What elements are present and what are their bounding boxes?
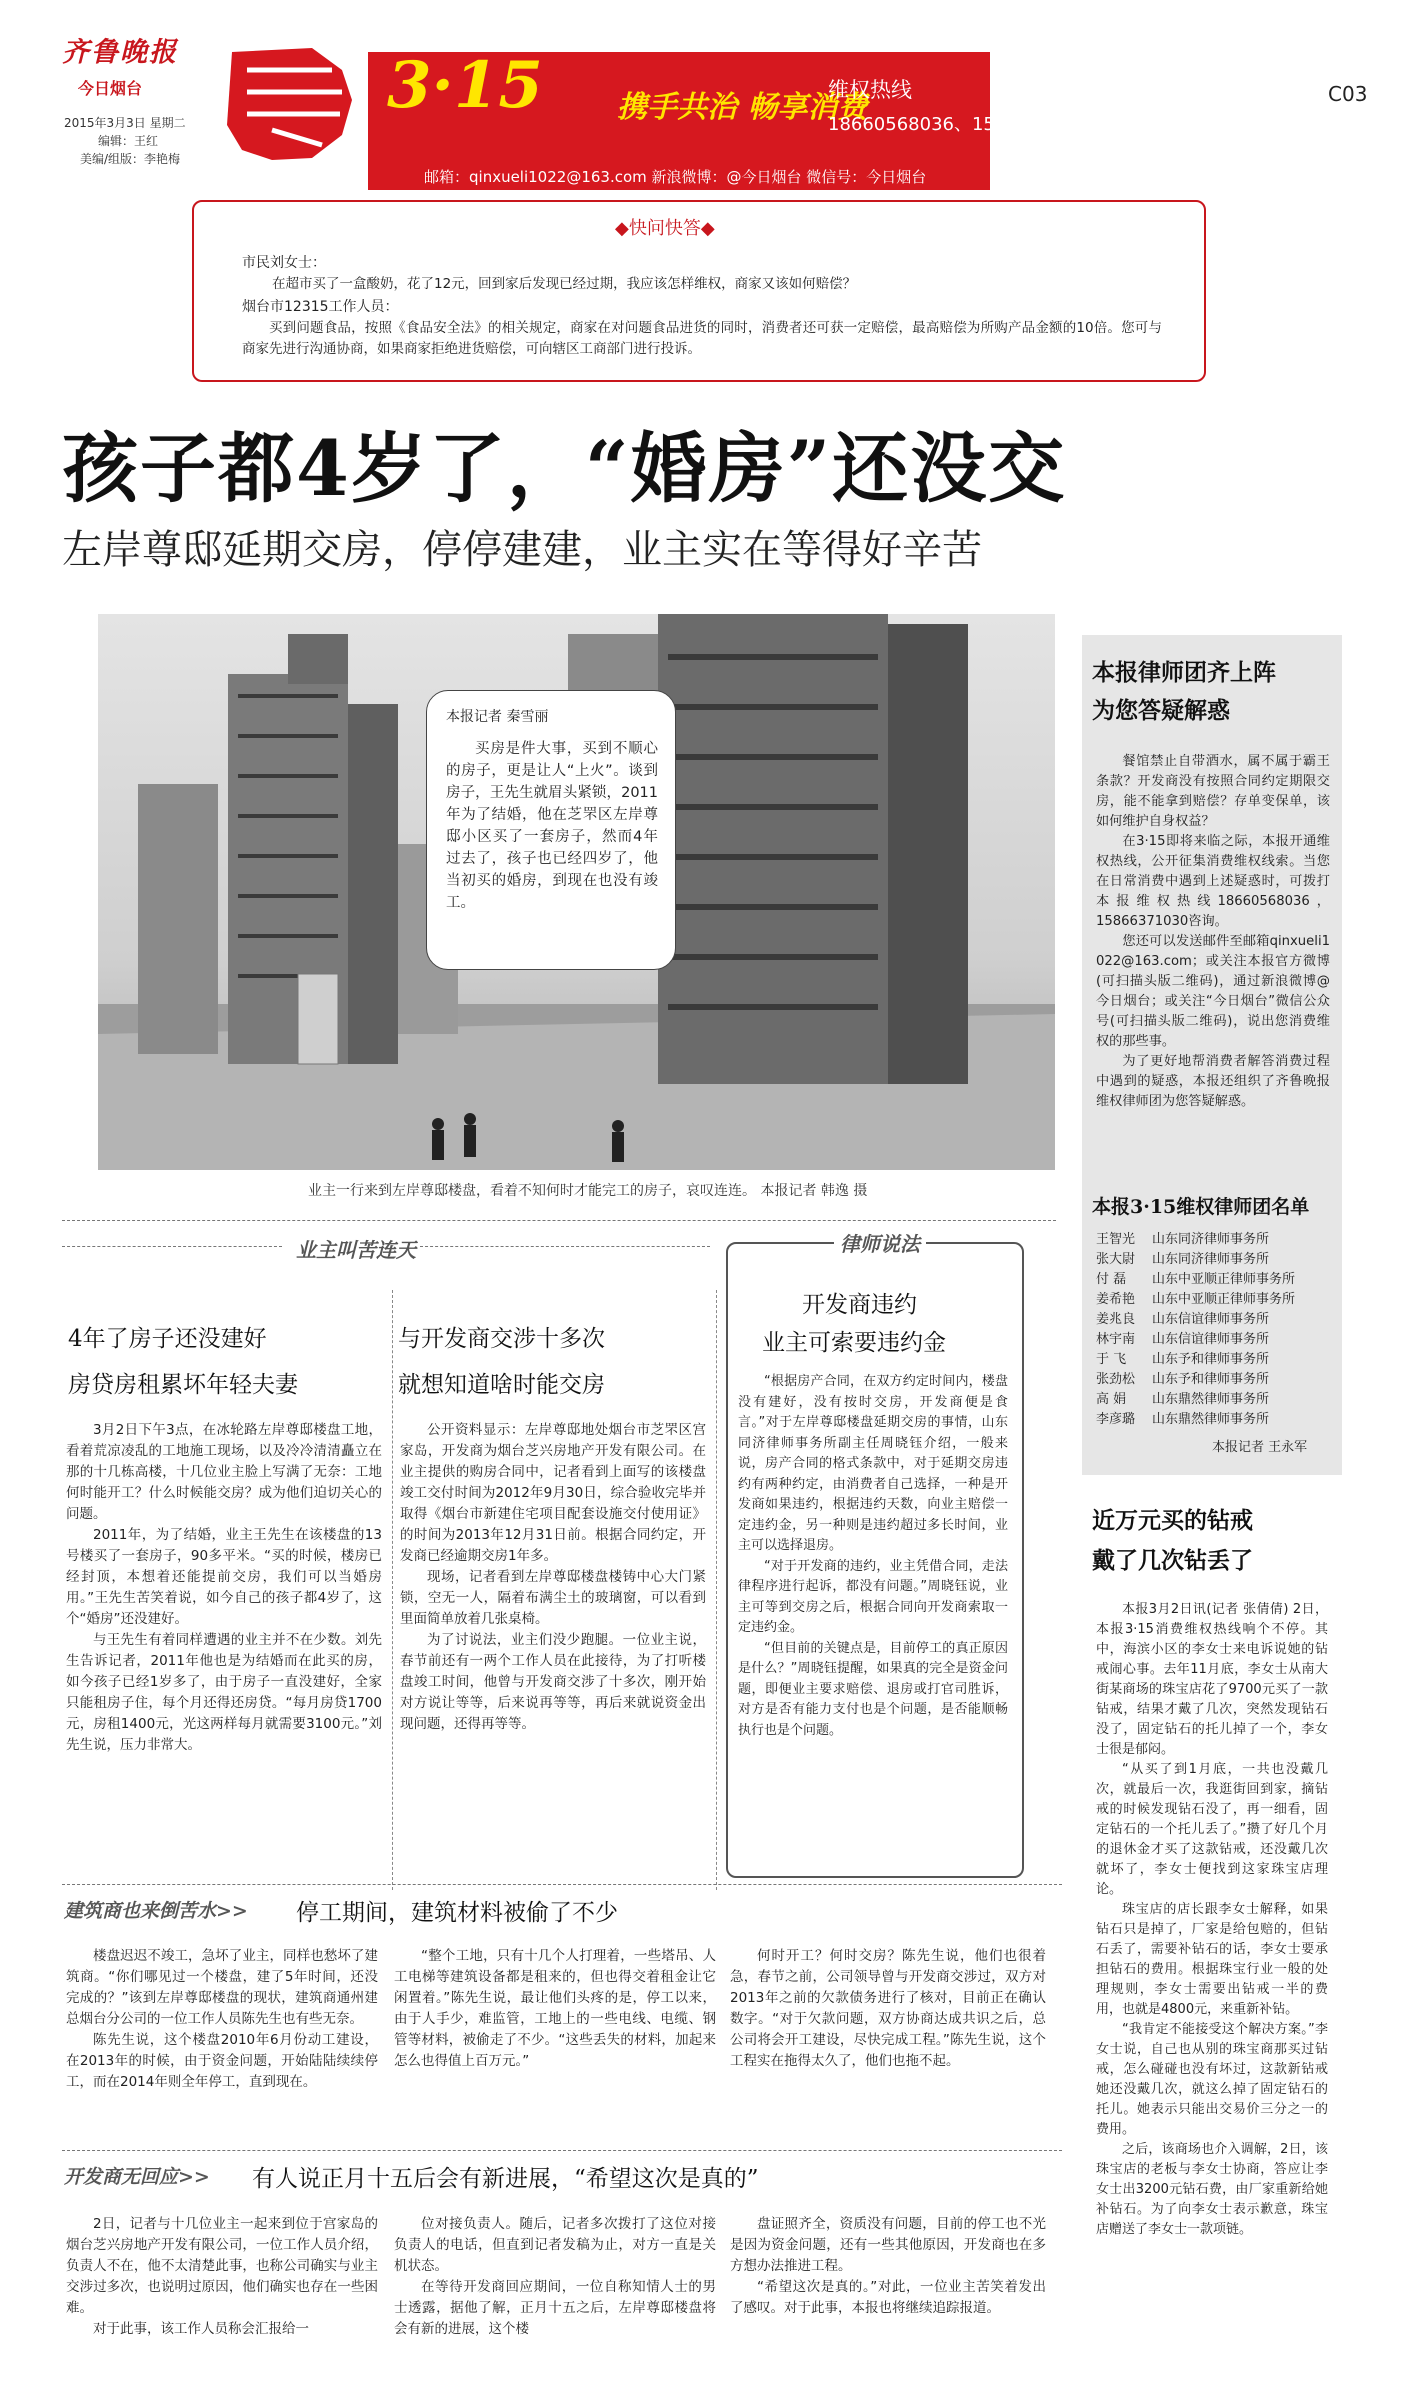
sidebar-p1: 餐馆禁止自带酒水，属不属于霸王条款？开发商没有按照合同约定期限交房，能不能拿到赔偿？存单变保单，该如何维护自身权益？ xyxy=(1096,754,1330,829)
lawyer-row xyxy=(1096,1410,1326,1430)
qa-asker: 市民刘女士： xyxy=(242,255,326,271)
col1-title-2: 房贷房租累坏年轻夫妻 xyxy=(68,1372,298,1398)
lawyer-row xyxy=(1096,1370,1326,1390)
lawyer-firm: 山东同济律师事务所 xyxy=(1152,1252,1270,1267)
sect4.c3-paragraph: “希望这次是真的。”对此，一位业主苦笑着发出了感叹。对于此事，本报也将继续追踪报道。 xyxy=(730,2279,1046,2316)
lawyer-row xyxy=(1096,1270,1326,1290)
lawyer-firm: 山东予和律师事务所 xyxy=(1152,1372,1270,1387)
col1-body xyxy=(66,1420,382,1756)
sect4.c1-paragraph: 对于此事，该工作人员称会汇报给一 xyxy=(93,2321,309,2337)
lawyer-name: 王智光 xyxy=(1096,1232,1136,1247)
col3.body-paragraph: “根据房产合同，在双方约定时间内，楼盘没有建好，没有按时交房，开发商便是食言。”对于左岸尊邸楼盘延期交房的事情，山东同济律师事务所副主任周晓钰介绍，一般来说，房产合同的格式条款中，对于延期交房违约有两种约定，由消费者自己选择，一种是开发商如果违约，根据违约天数，向业主赔偿一定违约金，另一种则是违约超过多长时间，业主可以选择退房。 xyxy=(738,1374,1008,1553)
lawyer-name: 张大尉 xyxy=(1096,1252,1136,1267)
sect4.c1-paragraph: 2日，记者与十几位业主一起来到位于宫家岛的烟台芝兴房地产开发有限公司，一位工作人员介绍，负责人不在，他不太清楚此事，也称公司确实与业主交涉过多次，也说明过原因，他们确实也存在一些困难。 xyxy=(66,2216,378,2316)
tag-lawyer-says: 律师说法 xyxy=(834,1228,926,1257)
sect3.c2-paragraph: “整个工地，只有十几个人打理着，一些塔吊、人工电梯等建筑设备都是租来的，但也得交着租金让它闲置着。”陈先生说，最让他们头疼的是，停工以来，由于人手少，难监管，工地上的一些电线、电缆、钢管等材料，被偷走了不少。“这些丢失的材料，加起来怎么也得值上百万元。” xyxy=(394,1948,716,2069)
col3-title-1: 开发商违约 xyxy=(802,1292,917,1318)
sect3-col2 xyxy=(394,1946,716,2072)
lawyer-row xyxy=(1096,1390,1326,1410)
col2-body xyxy=(400,1420,706,1735)
edition-name: 今日烟台 xyxy=(78,79,143,98)
col1-title-1: 4年了房子还没建好 xyxy=(68,1326,267,1352)
headline-sub: 左岸尊邸延期交房，停停建建，业主实在等得好辛苦 xyxy=(62,527,982,573)
lawyer-name: 付 磊 xyxy=(1096,1272,1127,1287)
col2-title-1: 与开发商交涉十多次 xyxy=(398,1326,605,1352)
lawyer-row xyxy=(1096,1310,1326,1330)
sect3.c1-paragraph: 陈先生说，这个楼盘2010年6月份动工建设，在2013年的时候，由于资金问题，开始陆陆续续停工，而在2014年则全年停工，直到现在。 xyxy=(66,2032,378,2090)
lawyer-name: 林宇南 xyxy=(1096,1332,1136,1347)
story2.body-paragraph: 珠宝店的店长跟李女士解释，如果钻石只是掉了，厂家是给包赔的，但钻石丢了，需要补钻石的话，李女士要承担钻石的费用。根据珠宝行业一般的处理规则，李女士需要出钻戒一半的费用，也就是4800元，来重新补钻。 xyxy=(1096,1902,1328,2017)
newspaper-logo: 齐鲁晚报 xyxy=(62,37,178,68)
lawyer-firm: 山东中亚顺正律师事务所 xyxy=(1152,1292,1296,1307)
lawyer-name: 姜希艳 xyxy=(1096,1292,1136,1307)
tag-developer-no-response: 开发商无回应>> xyxy=(64,2166,210,2188)
page-number: C03 xyxy=(1328,82,1368,106)
col1.body-paragraph: 与王先生有着同样遭遇的业主并不在少数。刘先生告诉记者，2011年他也是为结婚而在此买的房，如今孩子已经1岁多了，由于房子一直没建好，全家只能租房子住，每个月还得还房贷。“每月房贷1700元，房租1400元，光这两样每月就需要3100元。”刘先生说，压力非常大。 xyxy=(66,1632,382,1753)
sidebar-p4: 为了更好地帮消费者解答消费过程中遇到的疑惑，本报还组织了齐鲁晚报维权律师团为您答疑解惑。 xyxy=(1096,1054,1330,1109)
sect4.c2-paragraph: 位对接负责人。随后，记者多次拨打了这位对接负责人的电话，但直到记者发稿为止，对方一直是关机状态。 xyxy=(394,2216,716,2274)
col3.body-paragraph: “对于开发商的违约，业主凭借合同，走法律程序进行起诉，都没有问题。”周晓钰说，业主可等到交房之后，根据合同向开发商索取一定违约金。 xyxy=(738,1558,1008,1635)
story2.body-paragraph: “我肯定不能接受这个解决方案。”李女士说，自己也从别的珠宝商那买过钻戒，怎么碰碰也没有坏过，这款新钻戒她还没戴几次，就这么掉了固定钻石的托儿。她表示只能出交易价三分之一的费用。 xyxy=(1096,2022,1328,2137)
designer-credit: 美编/组版：李艳梅 xyxy=(80,152,181,166)
sect4-col3 xyxy=(730,2214,1046,2319)
story2.body-paragraph: 之后，该商场也介入调解，2日，该珠宝店的老板与李女士协商，答应让李女士出3200元钻石费，由厂家重新给她补钻石。为了向李女士表示歉意，珠宝店赠送了李女士一款项链。 xyxy=(1096,2142,1328,2237)
lawyer-row xyxy=(1096,1230,1326,1250)
col2.body-paragraph: 公开资料显示：左岸尊邸地处烟台市芝罘区宫家岛，开发商为烟台芝兴房地产开发有限公司。在业主提供的购房合同中，记者看到上面写的该楼盘竣工交付时间为2012年9月30日，综合验收完毕并取得《烟台市新建住宅项目配套设施交付使用证》的时间为2013年12月31日前。根据合同约定，开发商已经逾期交房1年多。 xyxy=(400,1422,706,1564)
col3-body xyxy=(738,1372,1008,1741)
sidebar-p2: 在3·15即将来临之际，本报开通维权热线，公开征集消费维权线索。当您在日常消费中遇到上述疑惑时，可拨打本报维权热线18660568036，15866371030咨询。 xyxy=(1096,834,1330,929)
lawyer-firm: 山东鼎然律师事务所 xyxy=(1152,1392,1270,1407)
lawyer-list-reporter: 本报记者 王永军 xyxy=(1212,1440,1308,1455)
tag-builder-complains: 建筑商也来倒苦水>> xyxy=(64,1900,248,1922)
sect4.c3-paragraph: 盘证照齐全，资质没有问题，目前的停工也不光是因为资金问题，还有一些其他原因，开发商也在多方想办法推进工程。 xyxy=(730,2216,1046,2274)
lawyer-row xyxy=(1096,1290,1326,1310)
banner-contacts: 邮箱：qinxueli1022@163.com 新浪微博：@今日烟台 微信号：今日烟台 xyxy=(424,168,927,186)
banner-slogan: 携手共治 畅享消费 xyxy=(617,90,868,125)
sect3.c1-paragraph: 楼盘迟迟不竣工，急坏了业主，同样也愁坏了建筑商。“你们哪见过一个楼盘，建了5年时间，还没完成的？”该到左岸尊邸楼盘的现状，建筑商通州建总烟台分公司的一位工作人员陈先生也有些无奈。 xyxy=(66,1948,378,2027)
col2-title-2: 就想知道啥时能交房 xyxy=(398,1372,605,1398)
story2-title-1: 近万元买的钻戒 xyxy=(1092,1507,1253,1534)
issue-date: 2015年3月3日 星期二 xyxy=(64,116,186,130)
lawyer-firm: 山东信谊律师事务所 xyxy=(1152,1332,1270,1347)
sidebar-p3: 您还可以发送邮件至邮箱qinxueli1022@163.com；或关注本报官方微博(可扫描头版二维码)，通过新浪微博@今日烟台；或关注“今日烟台”微信公众号(可扫描头版二维码)，说出您消费维权的那些事。 xyxy=(1096,934,1330,1049)
col3-title-2: 业主可索要违约金 xyxy=(762,1330,946,1356)
lawyer-name: 李彦璐 xyxy=(1096,1412,1136,1427)
sect3.c3-paragraph: 何时开工？何时交房？陈先生说，他们也很着急，春节之前，公司领导曾与开发商交涉过，双方对2013年之前的欠款债务进行了核对，目前正在确认数字。“对于欠款问题，双方协商达成共识之后，总公司将会开工建设，尽快完成工程。”陈先生说，这个工程实在拖得太久了，他们也拖不起。 xyxy=(730,1948,1046,2069)
sect4.c2-paragraph: 在等待开发商回应期间，一位自称知情人士的男士透露，据他了解，正月十五之后，左岸尊邸楼盘将会有新的进展，这个楼 xyxy=(394,2279,716,2337)
lawyer-name: 张劲松 xyxy=(1096,1372,1136,1387)
lawyer-row xyxy=(1096,1330,1326,1350)
sect3-col3 xyxy=(730,1946,1046,2072)
fist-icon xyxy=(192,30,372,165)
col1.body-paragraph: 2011年，为了结婚，业主王先生在该楼盘的13号楼买了一套房子，90多平米。“买的时候，楼房已经封顶，本想着还能提前交房，我们可以当婚房用。”王先生苦笑着说，如今自己的孩子都4岁了，这个“婚房”还没建好。 xyxy=(66,1527,382,1627)
lede-reporter: 本报记者 秦雪丽 xyxy=(446,709,549,725)
sidebar-title-2: 为您答疑解惑 xyxy=(1092,697,1230,724)
story2-title-2: 戴了几次钻丢了 xyxy=(1092,1547,1253,1574)
banner-title: 3·15 xyxy=(387,48,543,123)
lawyer-list-title: 本报3·15维权律师团名单 xyxy=(1092,1196,1310,1218)
sidebar-body xyxy=(1096,752,1330,1112)
qa-answer: 买到问题食品，按照《食品安全法》的相关规定，商家在对问题食品进货的同时，消费者还可获一定赔偿，最高赔偿为所购产品金额的10倍。您可与商家先进行沟通协商，如果商家拒绝进货赔偿，可向辖区工商部门进行投诉。 xyxy=(242,320,1162,357)
sect3-col1 xyxy=(66,1946,378,2093)
qa-answerer: 烟台市12315工作人员： xyxy=(242,299,399,315)
photo-caption: 业主一行来到左岸尊邸楼盘，看着不知何时才能完工的房子，哀叹连连。 本报记者 韩逸 摄 xyxy=(308,1183,868,1199)
tag-owners-complain: 业主叫苦连天 xyxy=(296,1238,416,1262)
lawyer-row xyxy=(1096,1350,1326,1370)
editor-credit: 编辑：王红 xyxy=(98,134,159,148)
headline-main: 孩子都4岁了，“婚房”还没交 xyxy=(62,424,1067,513)
col2.body-paragraph: 现场，记者看到左岸尊邸楼盘楼铸中心大门紧锁，空无一人，隔着布满尘土的玻璃窗，可以看到里面简单放着几张桌椅。 xyxy=(400,1569,706,1627)
col1.body-paragraph: 3月2日下午3点，在冰轮路左岸尊邸楼盘工地，看着荒凉凌乱的工地施工现场，以及冷冷清清矗立在那的十几栋高楼，十几位业主脸上写满了无奈：工地何时能开工？什么时候能交房？成为他们迫切关心的问题。 xyxy=(66,1422,382,1522)
lawyer-row xyxy=(1096,1250,1326,1270)
lawyer-name: 高 娟 xyxy=(1096,1392,1127,1407)
col3.body-paragraph: “但目前的关键点是，目前停工的真正原因是什么？”周晓钰提醒，如果真的完全是资金问题，即便业主要求赔偿、退房或打官司胜诉，对方是否有能力支付也是个问题，是否能顺畅执行也是个问题。 xyxy=(738,1640,1008,1738)
sect4-col2 xyxy=(394,2214,716,2340)
story2.body-paragraph: 本报3月2日讯(记者 张倩倩) 2日，本报3·15消费维权热线响个不停。其中，海滨小区的李女士来电诉说她的钻戒闹心事。去年11月底，李女士从南大街某商场的珠宝店花了9700元买了一款钻戒，结果才戴了几次，突然发现钻石没了，固定钻石的托儿掉了一个，李女士很是郁闷。 xyxy=(1096,1602,1328,1757)
qa-question: 在超市买了一盒酸奶，花了12元，回到家后发现已经过期，我应该怎样维权，商家又该如何赔偿？ xyxy=(272,276,857,292)
lawyer-list xyxy=(1096,1230,1326,1430)
qa-title: ◆快问快答◆ xyxy=(615,218,715,239)
lede-text: 买房是件大事，买到不顺心的房子，更是让人“上火”。谈到房子，王先生就眉头紧锁，2011年为了结婚，他在芝罘区左岸尊邸小区买了一套房子，然而4年过去了，孩子也已经四岁了，他当初买的婚房，到现在也没有竣工。 xyxy=(446,741,658,911)
sidebar-title-1: 本报律师团齐上阵 xyxy=(1092,659,1276,686)
sect4-title: 有人说正月十五后会有新进展，“希望这次是真的” xyxy=(252,2166,759,2192)
lawyer-firm: 山东予和律师事务所 xyxy=(1152,1352,1270,1367)
sect3-title: 停工期间，建筑材料被偷了不少 xyxy=(296,1900,618,1926)
sect4-col1 xyxy=(66,2214,378,2340)
hotline-label: 维权热线 xyxy=(828,78,912,102)
col2.body-paragraph: 为了讨说法，业主们没少跑腿。一位业主说，春节前还有一两个工作人员在此接待，为了打听楼盘竣工时间，他曾与开发商交涉了十多次，刚开始对方说让等等，后来说再等等，再后来就说资金出现问题，还得再等等。 xyxy=(400,1632,706,1732)
lawyer-name: 姜兆良 xyxy=(1096,1312,1136,1327)
lawyer-firm: 山东同济律师事务所 xyxy=(1152,1232,1270,1247)
lawyer-firm: 山东鼎然律师事务所 xyxy=(1152,1412,1270,1427)
story2.body-paragraph: “从买了到1月底，一共也没戴几次，就最后一次，我逛街回到家，摘钻戒的时候发现钻石没了，再一细看，固定钻石的一个托儿丢了。”攒了好几个月的退休金才买了这款钻戒，还没戴几次就坏了，李女士便找到这家珠宝店理论。 xyxy=(1096,1762,1328,1897)
banner xyxy=(192,30,1300,186)
story2-body xyxy=(1096,1600,1328,2240)
lawyer-firm: 山东中亚顺正律师事务所 xyxy=(1152,1272,1296,1287)
lawyer-firm: 山东信谊律师事务所 xyxy=(1152,1312,1270,1327)
lawyer-name: 于 飞 xyxy=(1096,1352,1127,1367)
hotline-numbers: 18660568036、15866371030 xyxy=(828,114,1098,135)
